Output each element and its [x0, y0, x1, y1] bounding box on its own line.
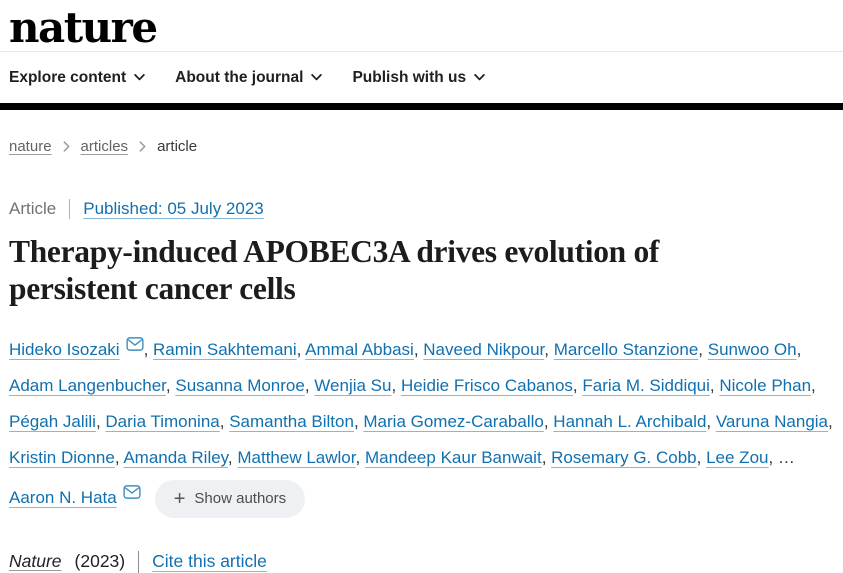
breadcrumb-item-nature[interactable]: nature	[9, 138, 52, 155]
author-link[interactable]: Aaron N. Hata	[9, 488, 117, 508]
author-separator: ,	[698, 340, 708, 360]
author-link[interactable]: Samantha Bilton	[229, 412, 354, 432]
author-separator: ,	[304, 376, 315, 396]
author-separator: ,	[165, 376, 176, 396]
nav-item-label: Publish with us	[352, 68, 467, 86]
author-link[interactable]: Nicole Phan	[719, 376, 812, 396]
author-link[interactable]: Hideko Isozaki	[9, 340, 120, 360]
author-link[interactable]: Rosemary G. Cobb	[551, 448, 697, 468]
author-link[interactable]: Pégah Jalili	[9, 412, 96, 432]
author-separator: ,	[391, 376, 401, 396]
article-meta-row	[9, 199, 834, 219]
author-link[interactable]: Amanda Riley	[123, 448, 228, 468]
journal-link[interactable]: Nature	[9, 551, 62, 572]
logo-row	[0, 0, 843, 52]
author-separator: ,	[353, 412, 364, 432]
author-link[interactable]: Kristin Dionne	[9, 448, 115, 468]
article-header	[0, 199, 843, 573]
breadcrumb-item-articles[interactable]: articles	[80, 138, 129, 155]
breadcrumb	[0, 110, 843, 155]
nav-item-explore-content[interactable]	[9, 69, 145, 87]
chevron-down-icon	[134, 74, 145, 81]
author-link[interactable]: Matthew Lawlor	[237, 448, 356, 468]
vertical-divider	[138, 551, 139, 573]
author-separator: ,	[114, 448, 124, 468]
author-list	[9, 340, 833, 510]
author-link[interactable]: Wenjia Su	[314, 376, 392, 396]
nav-item-publish-with-us[interactable]	[352, 69, 485, 87]
author-link[interactable]: Hannah L. Archibald	[553, 412, 707, 432]
author-link[interactable]: Mandeep Kaur Banwait	[364, 448, 542, 468]
author-separator: ,	[413, 340, 424, 360]
breadcrumb-item-article: article	[157, 138, 198, 155]
author-separator: ,	[544, 340, 554, 360]
plus-icon: +	[173, 487, 186, 510]
author-link[interactable]: Varuna Nangia	[715, 412, 829, 432]
show-authors-label: Show authors	[194, 489, 287, 507]
published-date-link[interactable]: Published: 05 July 2023	[83, 199, 264, 218]
nav-item-label: Explore content	[9, 68, 127, 86]
chevron-down-icon	[474, 74, 485, 81]
site-header	[0, 0, 843, 110]
envelope-icon[interactable]	[123, 476, 141, 512]
author-link[interactable]: Heidie Frisco Cabanos	[400, 376, 573, 396]
author-link[interactable]: Ramin Sakhtemani	[153, 340, 297, 360]
article-type-label: Article	[9, 199, 57, 218]
citation-row	[9, 551, 834, 573]
author-separator: ,	[95, 412, 106, 432]
chevron-down-icon	[311, 74, 322, 81]
author-separator: ,	[696, 448, 707, 468]
author-link[interactable]: Lee Zou	[706, 448, 769, 468]
author-separator: ,	[811, 376, 816, 396]
author-separator: ,	[227, 448, 238, 468]
envelope-icon[interactable]	[126, 328, 144, 364]
article-title: Therapy-induced APOBEC3A drives evolution of persistent cancer cells	[9, 234, 660, 307]
author-separator: ,	[541, 448, 552, 468]
author-separator: ,	[219, 412, 230, 432]
chevron-right-icon	[63, 141, 70, 152]
author-link[interactable]: Ammal Abbasi	[305, 340, 414, 360]
author-separator: ,	[796, 340, 802, 360]
main-nav	[0, 52, 843, 110]
author-separator: ,	[143, 340, 154, 360]
nav-item-label: About the journal	[175, 68, 304, 86]
author-link[interactable]: Faria M. Siddiqui	[582, 376, 710, 396]
author-link[interactable]: Sunwoo Oh	[707, 340, 797, 360]
author-separator: ,	[543, 412, 554, 432]
chevron-right-icon	[139, 141, 146, 152]
author-link[interactable]: Susanna Monroe	[175, 376, 305, 396]
author-link[interactable]: Naveed Nikpour	[423, 340, 545, 360]
vertical-divider	[69, 199, 70, 219]
citation-year: (2023)	[74, 551, 126, 572]
author-link[interactable]: Adam Langenbucher	[9, 376, 166, 396]
author-separator: ,	[572, 376, 583, 396]
author-link[interactable]: Daria Timonina	[105, 412, 220, 432]
author-link[interactable]: Marcello Stanzione	[553, 340, 699, 360]
authors-paragraph	[9, 328, 834, 518]
author-separator: , …	[768, 448, 795, 468]
author-separator: ,	[828, 412, 833, 432]
author-separator: ,	[709, 376, 720, 396]
author-separator: ,	[296, 340, 306, 360]
show-authors-button[interactable]	[155, 480, 305, 518]
cite-this-article-link[interactable]: Cite this article	[152, 551, 267, 572]
author-separator: ,	[706, 412, 716, 432]
nature-logo[interactable]: nature	[9, 3, 157, 52]
nav-item-about-the-journal[interactable]	[175, 69, 322, 87]
author-link[interactable]: Maria Gomez-Caraballo	[363, 412, 544, 432]
author-separator: ,	[355, 448, 365, 468]
